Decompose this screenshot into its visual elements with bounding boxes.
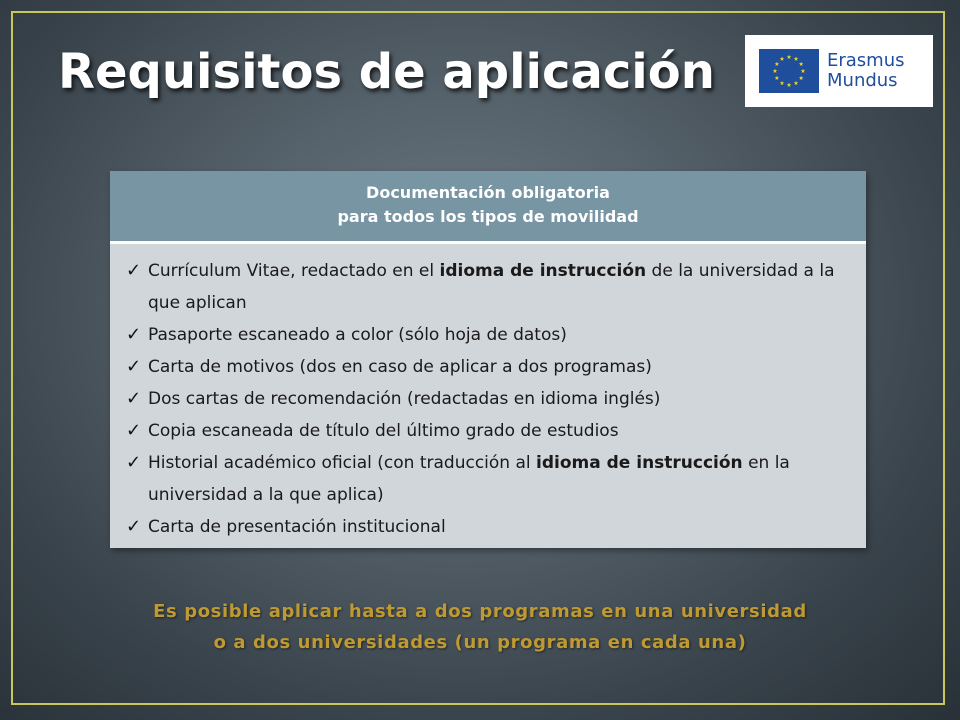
slide-title: Requisitos de aplicación [58,44,715,100]
flag-star [801,69,806,73]
list-item [122,255,848,319]
item-text: Dos cartas de recomendación (redactadas en idioma inglés) [148,389,661,409]
flag-star [794,81,799,85]
item-text: de la universidad a la que aplican [148,261,835,313]
checkmark-icon: ✓ [126,356,142,377]
footer-line1: Es posible aplicar hasta a dos programas en una universidad [153,601,807,622]
item-text-bold: idioma de instrucción [439,261,647,281]
table-body [110,244,866,548]
table-header-line2: para todos los tipos de movilidad [337,207,639,226]
footer-line2: o a dos universidades (un programa en cada una) [213,632,747,653]
flag-star [787,83,792,87]
list-item [122,447,848,511]
checkmark-icon: ✓ [126,516,142,537]
item-text: Carta de presentación institucional [148,517,446,537]
flag-star [775,62,780,66]
logo-text-line1: Erasmus [827,50,905,71]
flag-star [799,76,804,80]
item-text: en la universidad a la que aplica) [148,453,790,505]
eu-flag-icon [759,49,819,93]
list-item [122,383,848,415]
item-text: Carta de motivos (dos en caso de aplicar a dos programas) [148,357,652,377]
item-text: Historial académico oficial (con traducción al [148,453,537,473]
flag-star [773,69,778,73]
checkmark-icon: ✓ [126,324,142,345]
flag-star [794,56,799,60]
flag-star [775,76,780,80]
requirements-list [122,255,848,543]
logo-text-line2: Mundus [827,70,898,91]
table-header [110,171,866,244]
item-text-bold: idioma de instrucción [536,453,743,473]
logo-wordmark [827,51,905,91]
erasmus-mundus-logo [745,35,933,107]
item-text: Pasaporte escaneado a color (sólo hoja de datos) [148,325,567,345]
flag-star [799,62,804,66]
requirements-table [110,171,866,548]
list-item [122,511,848,543]
flag-star [780,56,785,60]
footer-note [0,596,960,658]
list-item [122,319,848,351]
item-text: Copia escaneada de título del último grado de estudios [148,421,619,441]
list-item [122,351,848,383]
item-text: Currículum Vitae, redactado en el [148,261,440,281]
flag-star [787,55,792,59]
list-item [122,415,848,447]
checkmark-icon: ✓ [126,260,142,281]
flag-star [780,81,785,85]
checkmark-icon: ✓ [126,388,142,409]
checkmark-icon: ✓ [126,420,142,441]
table-header-line1: Documentación obligatoria [366,183,610,202]
checkmark-icon: ✓ [126,452,142,473]
